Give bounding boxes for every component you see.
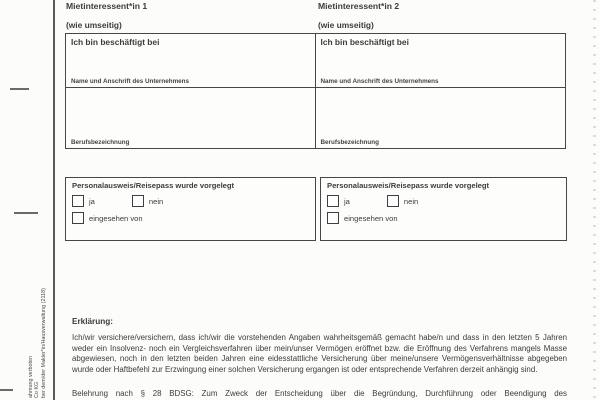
- applicant2-employer-field[interactable]: [316, 34, 566, 88]
- checkbox-ja-label: ja: [89, 196, 95, 206]
- bdsg-notice-partial: Belehrung nach § 28 BDSG: Zum Zweck der Entscheidung über die Begründung, Durchführung oder Beendigung des: [72, 389, 567, 398]
- job-title-caption: Berufsbezeichnung: [71, 139, 130, 146]
- checkbox-eingesehen-von[interactable]: [327, 212, 339, 224]
- applicant1-title: Mietinteressent*in 1: [66, 1, 148, 11]
- employer-caption: Name und Anschrift des Unternehmens: [320, 78, 439, 85]
- checkbox-eingesehen-von[interactable]: [72, 212, 84, 224]
- crop-mark: [14, 212, 38, 214]
- fine-print-line: ahmung verboten: [28, 356, 34, 398]
- employment-grid: [65, 33, 566, 149]
- applicant1-subtitle: (wie umseitig): [66, 20, 122, 30]
- applicant1-header: [66, 1, 147, 30]
- applicant2-subtitle: (wie umseitig): [318, 20, 374, 30]
- applicant2-header: [318, 1, 399, 30]
- checkbox-nein-label: nein: [148, 196, 164, 206]
- applicant2-id-check-box: [320, 177, 567, 241]
- crop-mark: [0, 389, 13, 391]
- applicant2-title: Mietinteressent*in 2: [318, 1, 400, 11]
- checkbox-nein-label: nein: [403, 196, 419, 206]
- crop-mark: [10, 88, 29, 90]
- scan-edge-noise: [593, 0, 596, 400]
- employed-at-label: Ich bin beschäftigt bei: [71, 37, 160, 47]
- job-title-caption: Berufsbezeichnung: [320, 139, 379, 146]
- id-check-label: Personalausweis/Reisepass wurde vorgelegt: [327, 181, 490, 190]
- employed-at-label: Ich bin beschäftigt bei: [320, 37, 409, 47]
- declaration-body: Ich/wir versichere/versichern, dass ich/wir die vorstehenden Angaben wahrheitsgemäß gemacht habe/n und dass in den letzten 5 Jahren weder ein Insolvenz- noch ein Vergleichsverfahren über mein/unser Vermögen eröffnet bzw. die Eröffnung des Verfahrens mangels Masse abgewiesen, noch in den letzten beiden Jahren eine eidesstattliche Versicherung über meine/unsere Vermögensverhältnisse abgegeben wurde oder Haftbefehl zur Erzwingung einer solchen Versicherung ergangen ist oder entsprechende Verfahren derzeit anhängig sind.: [72, 333, 567, 374]
- checkbox-ja[interactable]: [72, 195, 84, 207]
- fine-print-line: ber dem/der Makler*in/Hausverwaltung (2118): [40, 288, 47, 398]
- applicant2-job-title-field[interactable]: [316, 88, 566, 148]
- checkbox-ja[interactable]: [327, 195, 339, 207]
- checkbox-ja-label: ja: [344, 196, 350, 206]
- fine-print-line: Co KG: [34, 381, 41, 398]
- margin-fine-print: [28, 284, 47, 398]
- checkbox-eingesehen-von-label: eingesehen von: [344, 213, 398, 223]
- employer-caption: Name und Anschrift des Unternehmens: [71, 78, 190, 85]
- left-margin-rule: [53, 0, 55, 400]
- applicant1-id-check-box: [65, 177, 316, 241]
- checkbox-nein[interactable]: [132, 195, 144, 207]
- applicant1-job-title-field[interactable]: [66, 88, 316, 148]
- applicant1-employer-field[interactable]: [66, 34, 316, 88]
- declaration-heading: Erklärung:: [72, 317, 113, 326]
- id-check-label: Personalausweis/Reisepass wurde vorgelegt: [72, 181, 235, 190]
- checkbox-nein[interactable]: [387, 195, 399, 207]
- checkbox-eingesehen-von-label: eingesehen von: [89, 213, 143, 223]
